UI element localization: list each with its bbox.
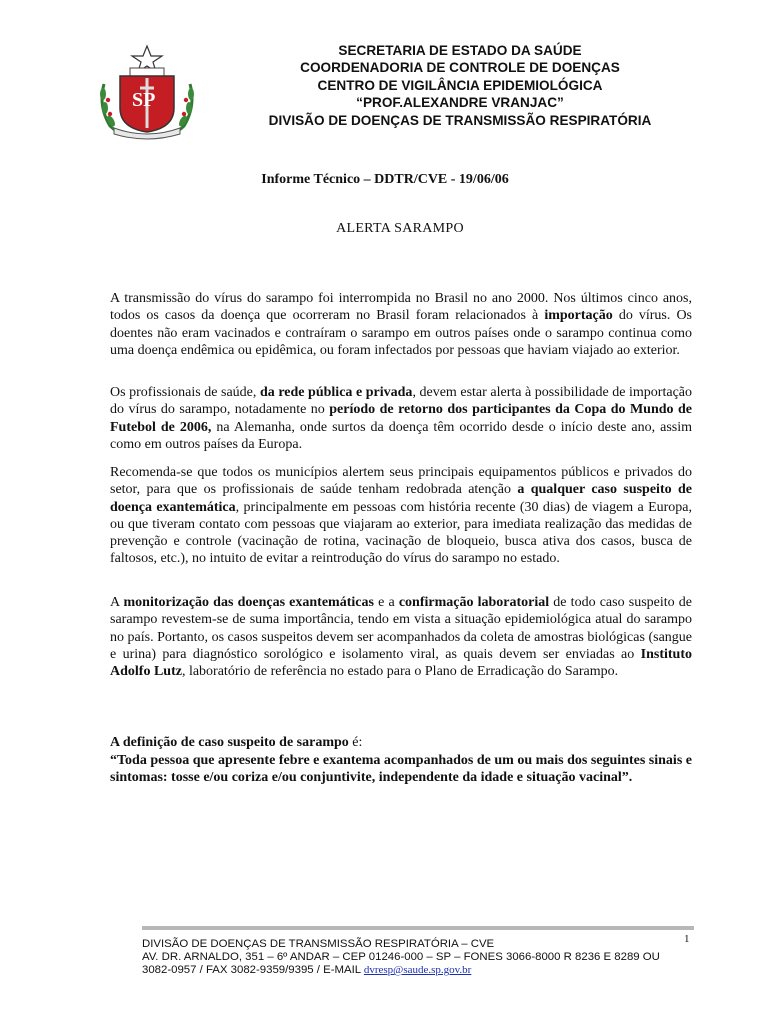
p4-bold-instituto: Instituto Adolfo Lutz [110,646,692,680]
p1-text-c: do vírus. Os doentes não eram vacinados e contraíram o sarampo em outros países onde o sarampo continua como uma doença endêmica ou epidêmica, ou foram infectados por pessoas que haviam viajado ao exterior. [110,308,693,358]
p4-bold-monitorizacao: monitorização das doenças exantemáticas [123,595,374,610]
page-number: 1 [684,933,690,945]
p2-text-c: , devem estar alerta à possibilidade de importação do vírus do sarampo, notadamente no [110,385,693,418]
p4-text-a: A [110,595,124,610]
p2-text-e: na Alemanha, onde surtos da doença têm ocorrido desde o início deste ano, assim como em outros países da Europa. [110,419,692,452]
p2-bold-copa: período de retorno dos participantes da Copa do Mundo de Futebol de 2006, [110,402,692,435]
p4-bold-confirmacao: confirmação laboratorial [398,595,550,610]
informe-tecnico-heading: Informe Técnico – DDTR/CVE - 19/06/06 [261,172,509,187]
sao-paulo-coat-of-arms-logo [96,44,198,140]
header-line-secretaria: SECRETARIA DE ESTADO DA SAÚDE [338,43,582,58]
p3-text-c: , principalmente em pessoas com história recente (30 dias) de viagem a Europa, ou que tiveram contato com pessoas que viajaram ao exterior, para imediata realização das medidas de prevenção e controle (vacinação de rotina, vacinação de bloqueio, busca ativa dos casos, busca de faltosos, etc.), no intuito de evitar a reintrodução do vírus do sarampo no estado. [110,499,692,567]
header-line-coordenadoria: COORDENADORIA DE CONTROLE DE DOENÇAS [300,60,620,76]
header-line-divisao: DIVISÃO DE DOENÇAS DE TRANSMISSÃO RESPIRATÓRIA [268,112,652,128]
footer-phone-fax: 3082-0957 / FAX 3082-9359/9395 / E-MAIL [142,964,364,976]
footer-line-address: AV. DR. ARNALDO, 351 – 6º ANDAR – CEP 01246-000 – SP – FONES 3066-8000 R 8236 E 8289 OU [142,951,660,963]
definition-heading-bold: A definição de caso suspeito de sarampo [110,735,349,750]
p4-text-g: , laboratório de referência no estado para o Plano de Erradicação do Sarampo. [181,664,619,680]
footer-divider [142,926,694,930]
footer [142,938,702,977]
p3-text-a: Recomenda-se que todos os municípios alertem seus principais equipamentos públicos e privados do setor, para que os profissionais de saúde tenham redobrada atenção [110,465,692,498]
header-line-centro: CENTRO DE VIGILÂNCIA EPIDEMIOLÓGICA [317,77,603,93]
paragraph-recomendacao [110,464,692,568]
p4-text-c: e a [373,595,399,610]
footer-email-link[interactable]: dvresp@saude.sp.gov.br [363,964,472,976]
document-title: ALERTA SARAMPO [336,221,464,236]
p4-text-e: de todo caso suspeito de sarampo revestem-se de suma importância, tendo em vista a situação epidemiológica atual do sarampo no país. Portanto, os casos suspeitos devem ser acompanhados da coleta de amostras biológicas (sangue e urina) para diagnóstico sorológico e isolamento viral, as quais devem ser enviadas ao [110,595,692,662]
footer-line-contact [142,964,702,977]
paragraph-profissionais [110,384,692,453]
p3-bold-caso-suspeito: a qualquer caso suspeito de doença exantemática [110,482,692,515]
definition-heading [110,735,362,751]
paragraph-transmissao [110,290,692,359]
paragraph-monitorizacao [110,594,692,680]
p2-bold-rede: da rede pública e privada [259,385,413,400]
header-line-prof: “PROF.ALEXANDRE VRANJAC” [356,95,564,111]
p1-bold-importacao: importação [544,308,613,324]
p1-text-a: A transmissão do vírus do sarampo foi interrompida no Brasil no ano 2000. Nos últimos cinco anos, todos os casos da doença que ocorreram no Brasil foram relacionados à [110,291,692,324]
footer-line-division: DIVISÃO DE DOENÇAS DE TRANSMISSÃO RESPIRATÓRIA – CVE [142,938,495,950]
definition-heading-rest: é: [348,735,363,750]
p2-text-a: Os profissionais de saúde, [110,385,260,400]
logo-sp-letters: SP [132,89,156,111]
definition-text: “Toda pessoa que apresente febre e exantema acompanhados de um ou mais dos seguintes sinais e sintomas: tosse e/ou coriza e/ou conjuntivite, independente da idade e situação vacinal”. [110,753,692,786]
institution-header [200,42,720,129]
